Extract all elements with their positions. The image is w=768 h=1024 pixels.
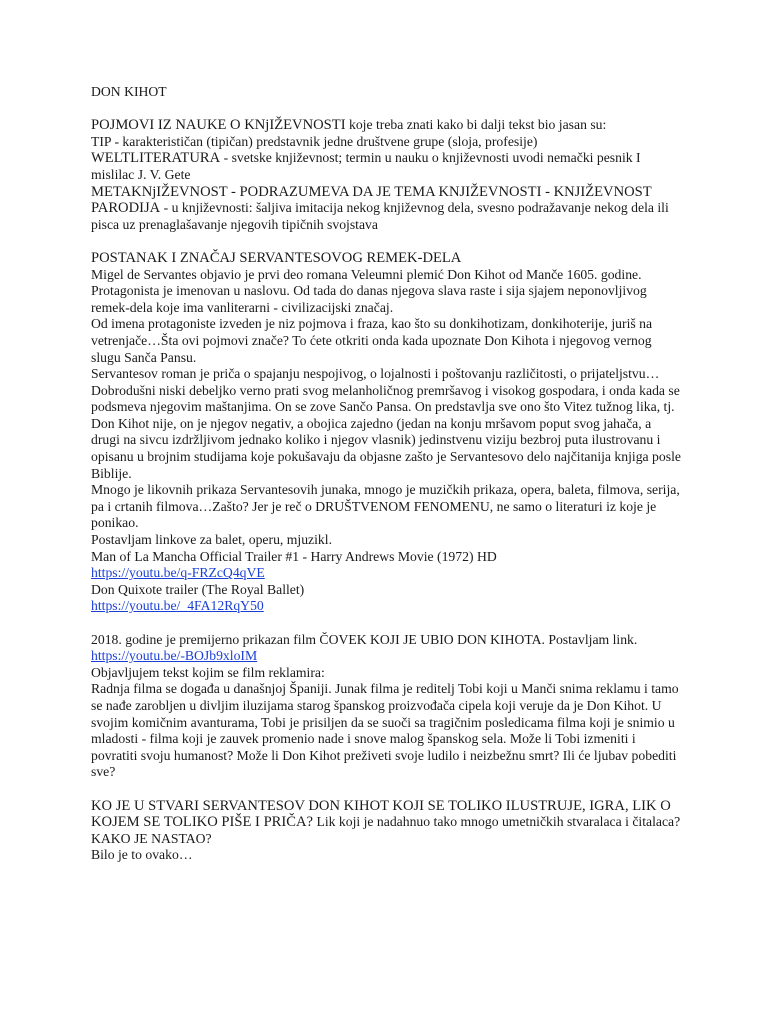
term-parodija — [91, 200, 681, 233]
terms-heading — [91, 117, 681, 134]
term-tip: TIP - karakterističan (tipičan) predstavnik jedne društvene grupe (sloja, profesije) — [91, 133, 538, 149]
term-metaknjizevnost: METAKNjIŽEVNOST - PODRAZUMEVA DA JE TEMA KNJIŽEVNOSTI - KNJIŽEVNOST — [91, 183, 652, 200]
spacer — [91, 233, 681, 250]
terms-heading-rest: koje treba znati kako bi dalji tekst bio jasan su: — [345, 117, 607, 133]
origin-paragraph-4: Mnogo je likovnih prikaza Servantesovih junaka, mnogo je muzičkih prikaza, opera, baleta, filmova, serija, pa i crtanih filmova…Zašto? Jer je reč o DRUŠTVENOM FENOMENU, ne samo o literaturi iz koje je ponikao. — [91, 482, 680, 531]
video-1-title: Man of La Mancha Official Trailer #1 - Harry Andrews Movie (1972) HD — [91, 548, 497, 564]
video-2-line — [91, 598, 681, 615]
video-2-link[interactable]: https://youtu.be/_4FA12RqY50 — [91, 598, 264, 614]
film-link-line — [91, 648, 681, 665]
document-page — [91, 84, 681, 864]
film-paragraph-2: Objavljujem tekst kojim se film reklamira: — [91, 664, 325, 680]
origin-heading: POSTANAK I ZNAČAJ SERVANTESOVOG REMEK-DELA — [91, 249, 462, 266]
term-weltliteratura — [91, 150, 681, 183]
closing-question-rest: Lik koji je nadahnuo tako mnogo umetničkih stvaralaca i čitalaca? KAKO JE NASTAO? — [91, 814, 681, 846]
film-paragraph-3: Radnja filma se događa u današnjoj Španiji. Junak filma je reditelj Tobi koji u Manči snima reklamu i tamo se nađe zarobljen u divljim iluzijama starog španskog proizvođača cipela koji veruje da je Don Kihot. U svojim komičnim avanturama, Tobi je prisiljen da se suoči sa tragičnim posledicama filma koji je snimio u mladosti - filma koji je zauvek promenio nade i snove malog španskog sela. Može li Tobi izmeniti i povratiti svoju humanost? Može li Don Kihot preživeti svoje ludilo i neizbežnu smrt? Ili će ljubav pobediti sve? — [91, 681, 679, 780]
video-1-link[interactable]: https://youtu.be/q-FRZcQ4qVE — [91, 565, 265, 581]
video-1-line — [91, 565, 681, 582]
term-parodija-caps: PARODIJA — [91, 200, 161, 217]
closing-question-caps: KO JE U STVARI SERVANTESOV DON KIHOT KOJI SE TOLIKO ILUSTRUJE, IGRA, LIK O KOJEM SE TOLIKO PIŠE I PRIČA? — [91, 797, 671, 831]
spacer — [91, 615, 681, 632]
term-weltliteratura-caps: WELTLITERATURA — [91, 150, 221, 167]
video-2-title: Don Quixote trailer (The Royal Ballet) — [91, 581, 305, 597]
term-parodija-rest: - u književnosti: šaljiva imitacija nekog književnog dela, svesno podražavanje nekog dela ili pisca uz prenaglašavanje njegovih tipičnih svojstava — [91, 200, 669, 232]
term-weltliteratura-rest: - svetske književnost; termin u nauku o književnosti uvodi nemački pesnik I mislilac J. V. Gete — [91, 150, 641, 182]
origin-paragraph-5: Postavljam linkove za balet, operu, mjuzikl. — [91, 532, 332, 548]
origin-paragraph-3: Servantesov roman je priča o spajanju nespojivog, o lojalnosti i poštovanju različitosti, o prijateljstvu… Dobrodušni niski debeljko verno prati svog melanholičnog premršavog i visokog gospodara, i onda kada se podsmeva njegovim maštanjima. On se zove Sančo Pansa. On predstavlja sve ono što Vitez tužnog lika, tj. Don Kihot nije, on je njegov negativ, a obojica zajedno (jedan na konju mršavom poput svog jahača, a drugi na sivcu izdržljivom jednako koliko i njegov vlasnik) jedinstvenu viziju bezbroj puta ilustrovanu i opisanu u brojnim studijama koje pokušavaju da objasne zašto je Servantesovo delo najčitanija knjiga posle Biblije. — [91, 366, 681, 481]
origin-paragraph-2: Od imena protagoniste izveden je niz pojmova i fraza, kao što su donkihotizam, donkihoterije, juriš na vetrenjače…Šta ovi pojmovi znače? To ćete otkriti onda kada upoznate Don Kihota i njegovog vernog slugu Sanča Pansu. — [91, 316, 653, 365]
document-title: DON KIHOT — [91, 84, 167, 99]
spacer — [91, 101, 681, 118]
spacer — [91, 781, 681, 798]
film-link[interactable]: https://youtu.be/-BOJb9xloIM — [91, 648, 258, 664]
film-paragraph-1: 2018. godine je premijerno prikazan film ČOVEK KOJI JE UBIO DON KIHOTA. Postavljam link. — [91, 631, 638, 647]
origin-paragraph-1: Migel de Servantes objavio je prvi deo romana Veleumni plemić Don Kihot od Manče 1605. godine. Protagonista je imenovan u naslovu. Od tada do danas njegova slava raste i sija sjajem neponovljivog remek-dela koje ima vanliterarni - civilizacijski značaj. — [91, 266, 647, 315]
closing-question — [91, 798, 681, 848]
closing-final: Bilo je to ovako… — [91, 847, 193, 863]
terms-heading-caps: POJMOVI IZ NAUKE O KNjIŽEVNOSTI — [91, 117, 346, 134]
